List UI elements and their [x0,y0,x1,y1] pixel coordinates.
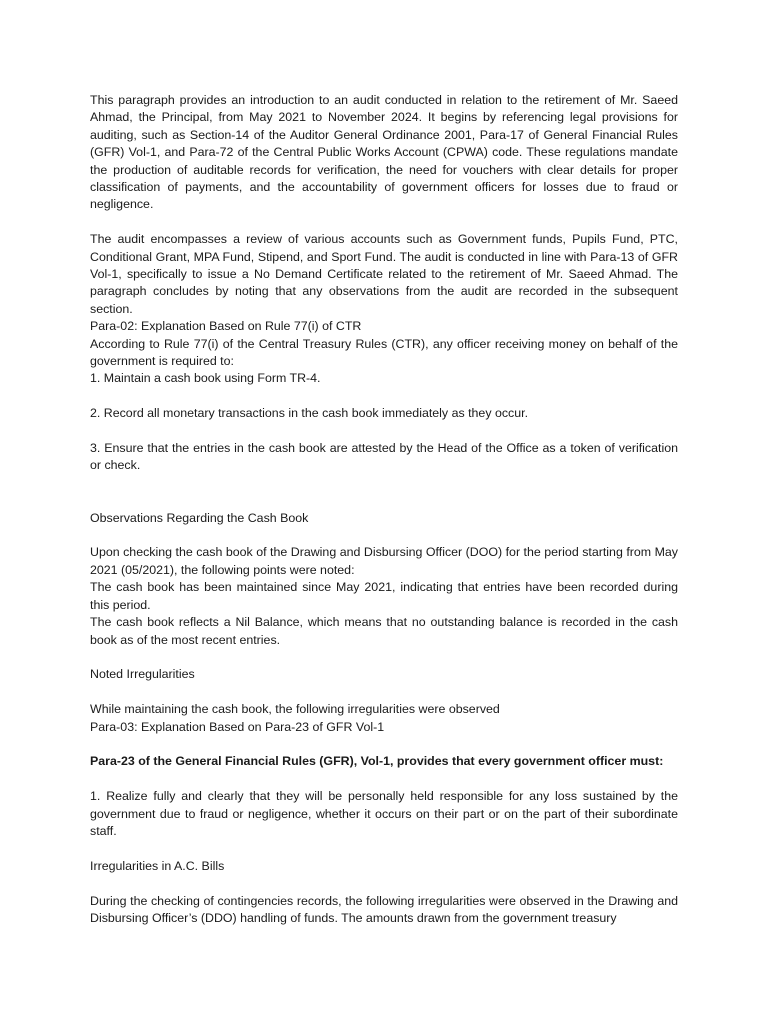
irregularities-observed-paragraph: While maintaining the cash book, the following irregularities were observed [90,702,500,717]
rule-item-1: 1. Maintain a cash book using Form TR-4. [90,371,321,386]
rule-77-paragraph: According to Rule 77(i) of the Central Treasury Rules (CTR), any officer receiving money on behalf of the government is required to: [90,336,678,369]
noted-irregularities-heading: Noted Irregularities [90,667,195,682]
cash-book-check-paragraph: Upon checking the cash book of the Drawing and Disbursing Officer (DOO) for the period starting from May 2021 (05/2021), the following points were noted: [90,545,678,577]
para-23-bold-statement: Para-23 of the General Financial Rules (GFR), Vol-1, provides that every government officer must: [90,754,664,769]
document-page [90,92,678,927]
nil-balance-paragraph: The cash book reflects a Nil Balance, which means that no outstanding balance is recorded in the cash book as of the most recent entries. [90,615,678,647]
rule-item-3: 3. Ensure that the entries in the cash book are attested by the Head of the Office as a token of verification or check. [90,441,678,473]
para-03-heading: Para-03: Explanation Based on Para-23 of GFR Vol-1 [90,719,385,734]
rule-item-2: 2. Record all monetary transactions in the cash book immediately as they occur. [90,406,529,421]
contingencies-paragraph: During the checking of contingencies records, the following irregularities were observed in the Drawing and Disbursing Officer’s (DDO) handling of funds. The amounts drawn from the government treasury [90,893,678,925]
intro-paragraph: This paragraph provides an introduction to an audit conducted in relation to the retirement of Mr. Saeed Ahmad, the Principal, from May 2021 to November 2024. It begins by referencing legal provisions for auditing, such as Section-14 of the Auditor General Ordinance 2001, Para-17 of General Financial Rules (GFR) Vol-1, and Para-72 of the Central Public Works Account (CPWA) code. These regulations mandate the production of auditable records for verification, the need for vouchers with clear details for proper classification of payments, and the accountability of government officers for losses due to fraud or negligence. [90,93,678,212]
observations-heading: Observations Regarding the Cash Book [90,510,309,525]
para-02-heading: Para-02: Explanation Based on Rule 77(i) of CTR [90,319,362,334]
para-23-item-1: 1. Realize fully and clearly that they will be personally held responsible for any loss sustained by the government due to fraud or negligence, whether it occurs on their part or on the part of their subordinate staff. [90,789,678,838]
cash-book-maintained-paragraph: The cash book has been maintained since May 2021, indicating that entries have been recorded during this period. [90,580,678,612]
ac-bills-heading: Irregularities in A.C. Bills [90,858,225,873]
audit-scope-paragraph: The audit encompasses a review of various accounts such as Government funds, Pupils Fund, PTC, Conditional Grant, MPA Fund, Stipend, and Sport Fund. The audit is conducted in line with Para-13 of GFR Vol-1, specifically to issue a No Demand Certificate related to the retirement of Mr. Saeed Ahmad. The paragraph concludes by noting that any observations from the audit are recorded in the subsequent section. [90,232,678,316]
